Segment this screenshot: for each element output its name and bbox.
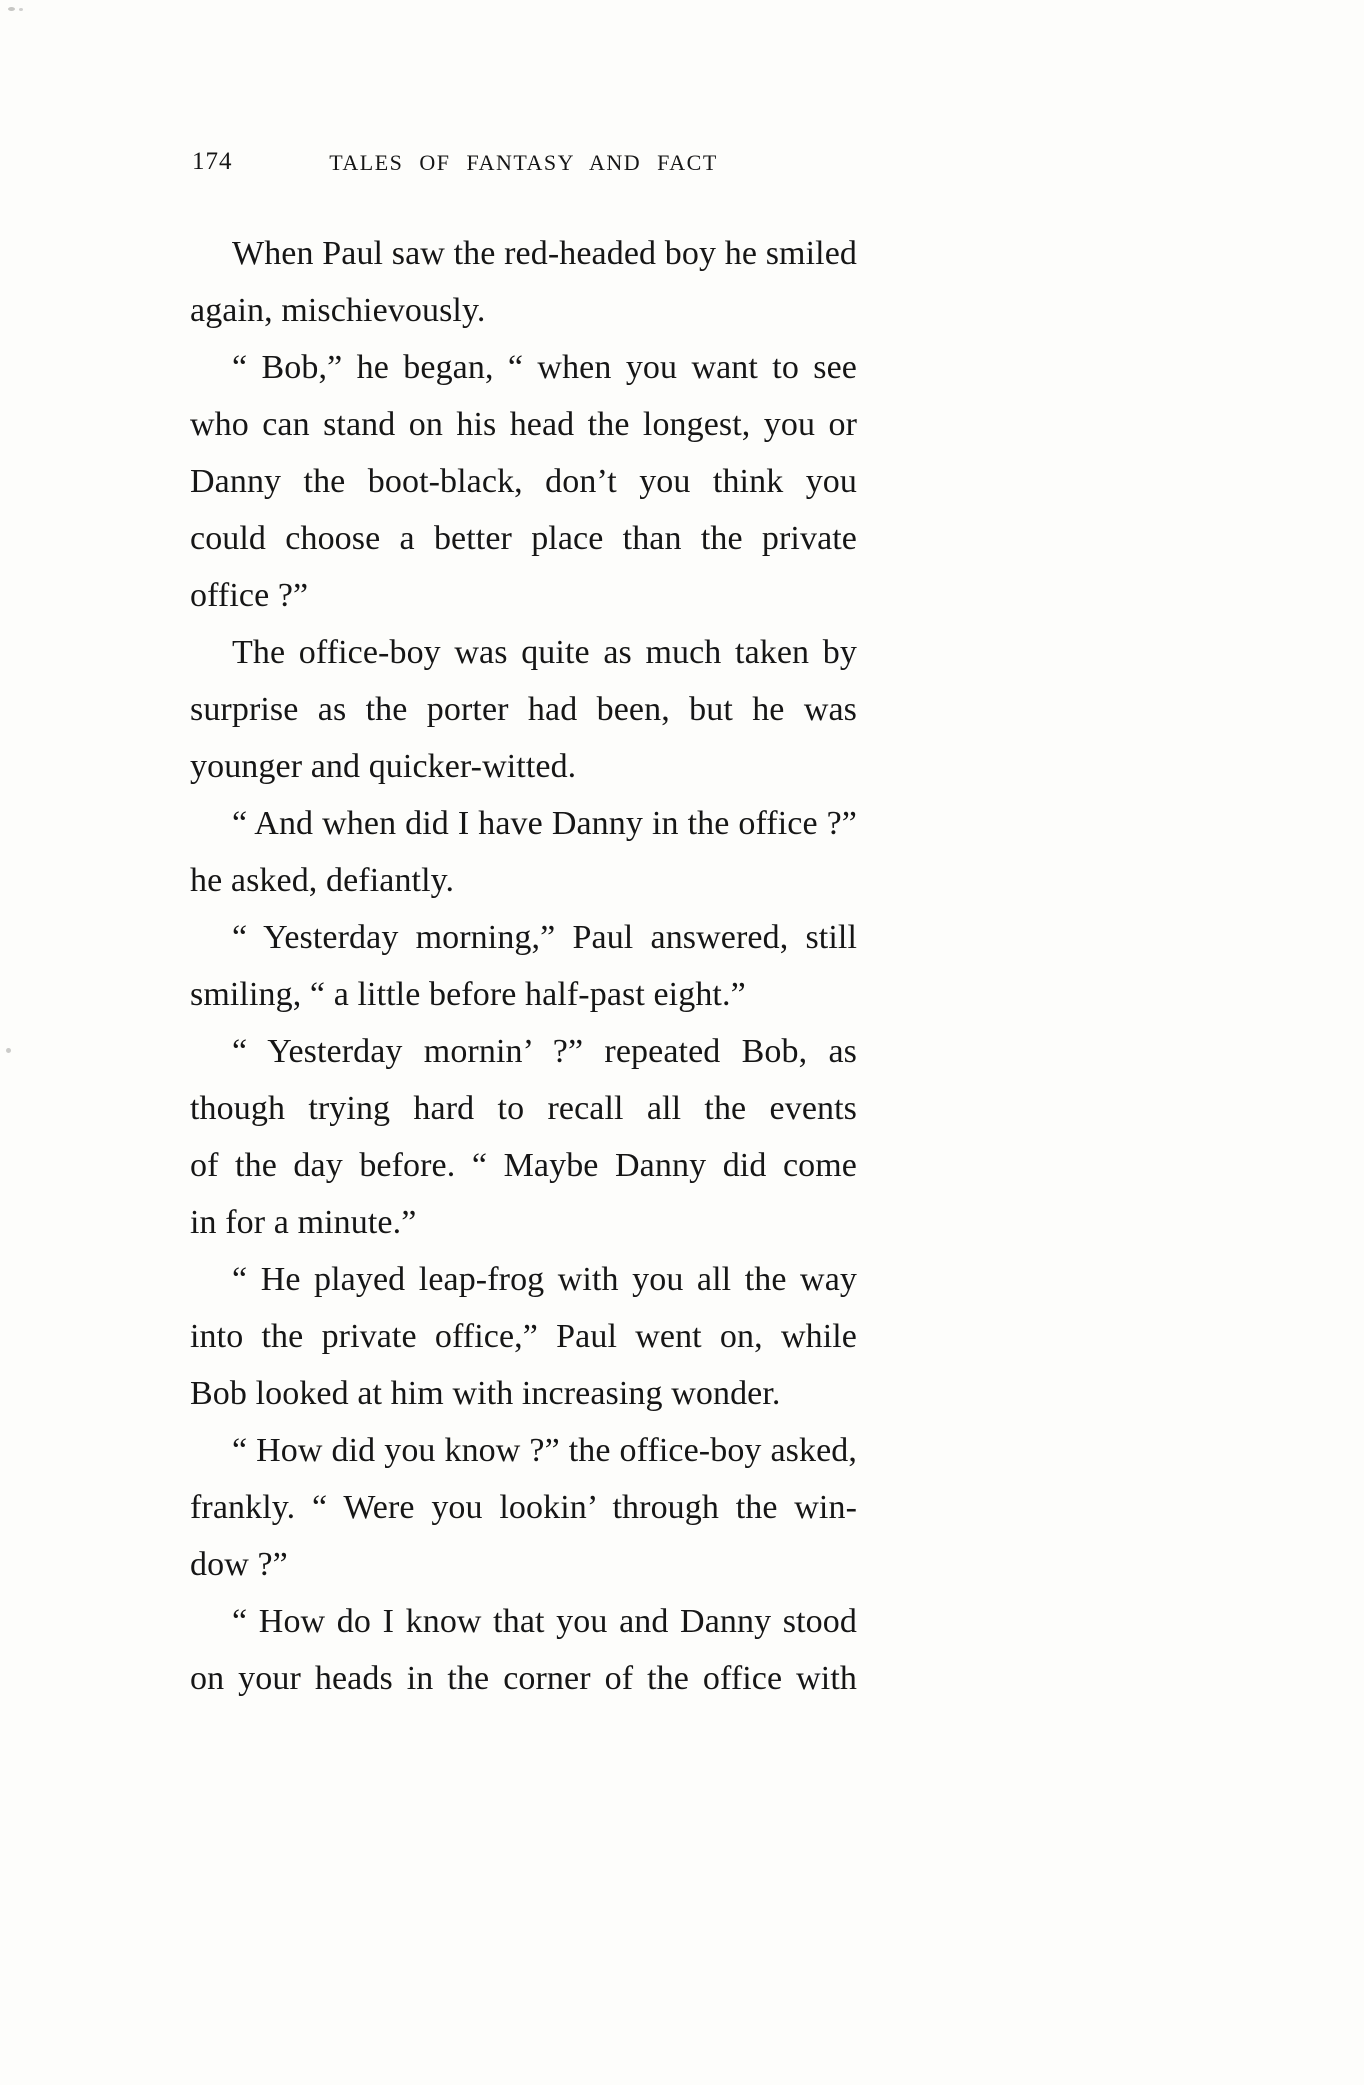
text-line: could choose a better place than the private: [190, 520, 857, 557]
body-text: [190, 225, 857, 1707]
text-line: on your heads in the corner of the office with: [190, 1660, 857, 1697]
scan-artifact: [19, 8, 23, 11]
text-line: again, mischievously.: [190, 292, 486, 329]
text-line: “ How did you know ?” the office-boy asked,: [232, 1432, 857, 1469]
text-line: frankly. “ Were you lookin’ through the win-: [190, 1489, 857, 1526]
text-line: When Paul saw the red-headed boy he smiled: [232, 235, 857, 272]
text-line: into the private office,” Paul went on, while: [190, 1318, 857, 1355]
text-line: office ?”: [190, 577, 309, 614]
running-title: TALES OF FANTASY AND FACT: [329, 150, 718, 175]
text-line: “ He played leap-frog with you all the way: [232, 1261, 857, 1298]
running-header: [190, 148, 857, 178]
text-line: he asked, defiantly.: [190, 862, 455, 899]
text-line: who can stand on his head the longest, you or: [190, 406, 857, 443]
text-line: Danny the boot-black, don’t you think you: [190, 463, 857, 500]
text-line: of the day before. “ Maybe Danny did come: [190, 1147, 857, 1184]
text-line: “ And when did I have Danny in the office ?”: [232, 805, 857, 842]
page-number: 174: [192, 148, 233, 175]
text-line: “ Yesterday mornin’ ?” repeated Bob, as: [232, 1033, 857, 1070]
text-line: surprise as the porter had been, but he was: [190, 691, 857, 728]
text-line: though trying hard to recall all the events: [190, 1090, 857, 1127]
text-line: Bob looked at him with increasing wonder.: [190, 1375, 781, 1412]
scan-artifact: [6, 1048, 11, 1053]
text-line: “ Yesterday morning,” Paul answered, still: [232, 919, 857, 956]
scan-artifact: [8, 7, 15, 11]
text-line: smiling, “ a little before half-past eight.”: [190, 976, 746, 1013]
text-line: The office-boy was quite as much taken by: [232, 634, 857, 671]
text-line: “ Bob,” he began, “ when you want to see: [232, 349, 857, 386]
text-line: younger and quicker-witted.: [190, 748, 577, 785]
text-line: dow ?”: [190, 1546, 288, 1583]
text-line: “ How do I know that you and Danny stood: [232, 1603, 857, 1640]
text-line: in for a minute.”: [190, 1204, 417, 1241]
